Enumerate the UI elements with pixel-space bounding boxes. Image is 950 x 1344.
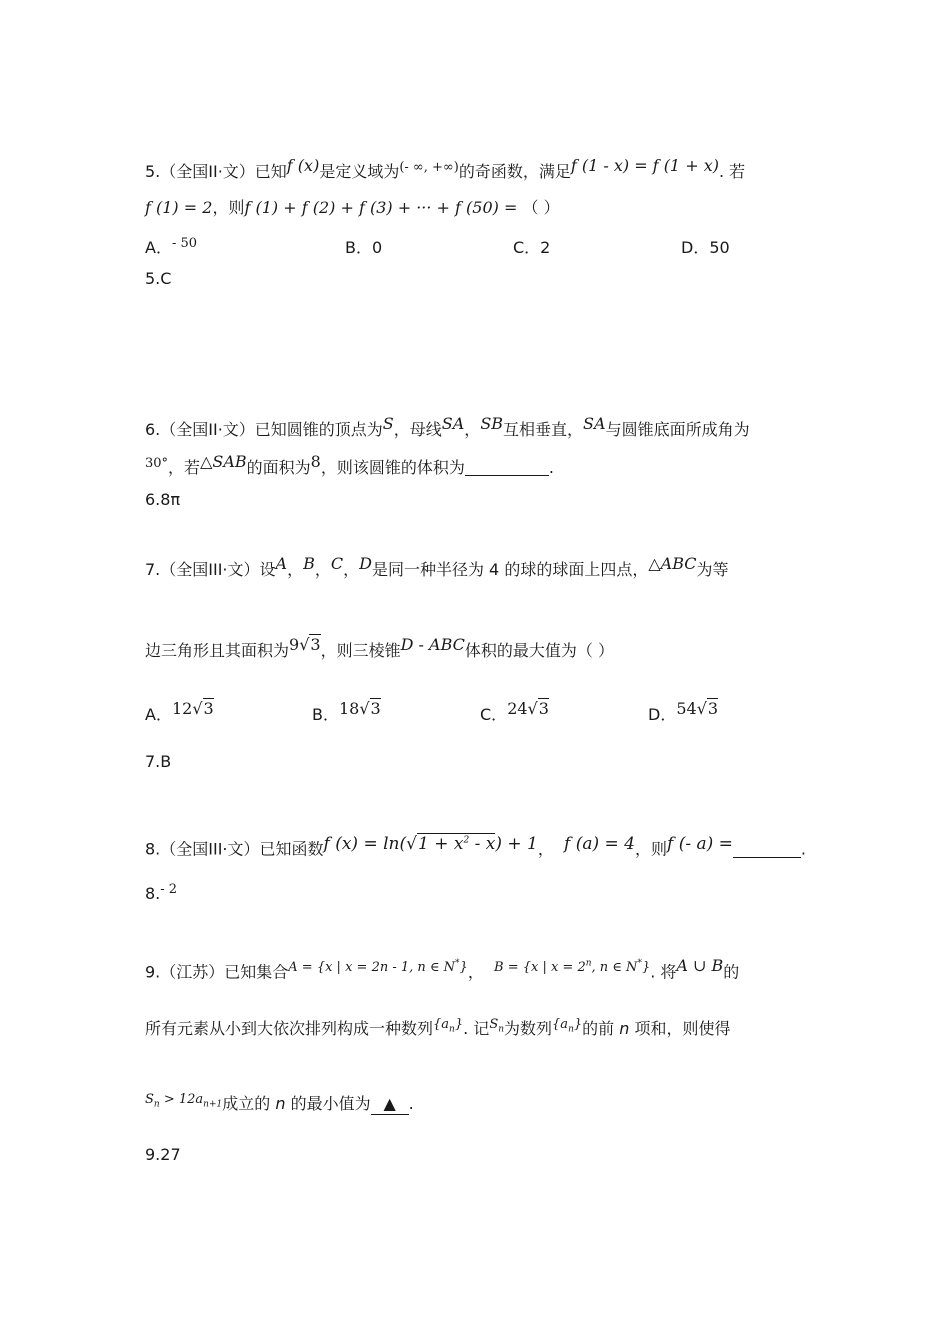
q9-set-b-text: B = {x | x = 2 [494,960,586,976]
q7-t2: 为等 [696,560,729,579]
q6-angle: 30° [145,456,169,471]
q7-option-c-rad: 3 [538,699,549,718]
q7-option-c-value: 24√3 [507,699,549,718]
q9-line3 [145,1094,414,1121]
q8-inner-1: 1 + x [417,833,464,854]
q5-mid1: 是定义域为 [319,162,400,181]
q7-option-a-coef: 12 [171,699,193,718]
q9-ineq-pre: > 12a [159,1092,204,1107]
q6-sa: SA [441,414,465,433]
q6-line2 [145,452,554,480]
q5-option-b: B．0 [345,238,383,257]
q9-answer: 9.27 [145,1145,181,1164]
q7-line2 [145,635,614,661]
q9-line2 [145,1019,731,1046]
q5-line2 [145,198,560,218]
q5-line1 [145,156,746,184]
q7-line1 [145,554,729,580]
q9-ineq-sub: n+1 [203,1099,223,1110]
q6-eight: 8 [310,452,321,471]
q6-s: S [382,414,394,433]
q8-answer [145,884,177,906]
q7-option-b [312,699,381,725]
q5-option-a-value: - 50 [171,236,198,251]
q6-t2: ， [464,420,481,439]
q6-answer-blank [465,459,549,476]
q9-answer-blank [371,1094,409,1115]
q7-option-a-label: A． [145,705,172,724]
q9-ineq-s-sub: n [153,1099,160,1110]
q9-l2-t2: . 记 [463,1019,490,1038]
q8-end: . [800,839,806,859]
q5-answer: 5.C [145,269,172,288]
q6-t1: ，母线 [393,420,442,439]
q5-domain: (- ∞, +∞) [399,160,459,175]
q6-sb: SB [480,414,504,433]
q9-set-a-star: * [455,959,460,969]
q8-answer-blank [733,841,801,858]
q8-line1 [145,833,806,860]
q9-l2-n: n [619,1019,630,1038]
q7-prefix: 7.（全国III·文）设 [145,560,276,579]
q9-l3-n: n [275,1094,286,1113]
q9-set-b-star: * [637,959,642,969]
q7-l2-t2: ，则三棱锥 [320,641,401,660]
q6-t7: ，则该圆锥的体积为 [320,458,465,477]
q5-option-a [145,235,197,258]
q9-l2-t1: 所有元素从小到大依次排列构成一种数列 [145,1019,434,1038]
q7-c: C [330,554,344,573]
q9-l2-t5: 项和，则使得 [634,1019,731,1038]
q7-option-a-rad: 3 [203,699,214,718]
q8-function: f $(x) = \ln(√1 + x^2 - x) + 1$ [323,833,538,854]
q9-inequality [145,1092,223,1110]
q7-triangle: △ABC [648,554,697,573]
q7-option-d-value: 54√3 [676,699,719,718]
q7-l2-t1: 边三角形且其面积为 [145,641,290,660]
q7-option-a-value: 12√3 [171,699,214,718]
q9-set-b-close: } [641,960,651,976]
q5-paren: （ ） [522,198,560,217]
q7-area: 9√3 [289,635,321,654]
q6-line1 [145,414,750,440]
q9-an-open: {a [433,1017,450,1032]
q9-an-sub: n [449,1024,455,1035]
q9-triangle: ▲ [383,1094,396,1113]
q6-prefix: 6.（全国II·文）已知圆锥的顶点为 [145,420,383,439]
q6-t4: 与圆锥底面所成角为 [605,420,750,439]
q7-area-rad: 3 [310,635,321,654]
q8-radicand [417,833,495,854]
q9-t2: 的 [723,962,740,982]
q9-l3-t1: 成立的 [222,1094,271,1113]
q9-set-a-close: } [459,960,468,976]
q6-answer: 6.8π [145,490,181,509]
q7-area-coef: 9 [289,635,300,654]
q7-option-d [648,699,719,725]
q7-option-b-rad: 3 [370,699,381,718]
q7-sep1: ， [287,560,304,579]
q7-option-c [480,699,549,725]
q9-t1: . 将 [650,962,677,982]
q9-an-close: } [454,1017,464,1032]
q9-sep: ， [467,962,484,982]
q9-l2-t4: 的前 [582,1019,615,1038]
q9-set-b-exp: n [585,959,592,969]
q7-option-a [145,699,214,725]
q9-set-b-text2: , n ∈ N [591,960,638,976]
q7-l2-t3: 体积的最大值为（ ） [464,641,614,660]
q5-prefix: 5.（全国II·文）已知 [145,162,287,181]
q9-an2-open: {a [552,1017,569,1032]
q5-f1: f (1) = 2 [145,198,213,217]
q8-answer-value: - 2 [160,882,178,897]
q8-inner-2: - x [469,833,496,854]
q5-fx: f (x) [286,156,320,175]
q5-mid2: 的奇函数，满足 [458,162,571,181]
q9-prefix: 9.（江苏）已知集合 [145,962,289,982]
q6-t5: ，若 [168,458,201,477]
q8-f-lhs: f (x) = ln( [323,833,407,854]
q6-triangle: △SAB [200,452,247,471]
q5-option-c: C．2 [513,238,551,257]
q8-prefix: 8.（全国III·文）已知函数 [145,839,324,859]
q5-option-d: D．50 [681,238,730,257]
q5-option-a-label: A． [145,238,172,257]
q9-ineq-s: S [145,1092,154,1107]
q7-d: D [359,554,372,573]
q9-an2-close: } [573,1017,583,1032]
q8-answer-prefix: 8. [145,884,161,903]
q7-sep2: ， [314,560,331,579]
q9-an2-sub: n [568,1024,574,1035]
q7-option-c-label: C． [480,705,508,724]
q7-pyramid: D - ABC [400,635,465,654]
q7-b: B [303,554,315,573]
q6-sa2: SA [583,414,606,433]
q8-exp2: 2 [463,835,470,845]
q8-f-rhs: ) + 1 [495,833,538,854]
q9-sn [489,1017,505,1035]
q9-set-b [494,960,650,975]
q7-option-b-label: B． [312,705,339,724]
q8-sep: ， [537,839,554,859]
q9-set-a-text: A = {x | x = 2n - 1, n ∈ N [288,960,456,976]
q7-t1: 是同一种半径为 4 的球的球面上四点， [371,560,649,579]
q6-t8: . [548,458,554,477]
q5-sum: f (1) + f (2) + f (3) + ··· + f (50) = [244,198,518,217]
q7-option-d-rad: 3 [707,699,719,718]
q9-union: A ∪ B [676,956,724,976]
q9-l2-t3: 为数列 [504,1019,553,1038]
q9-set-a [288,960,468,975]
q9-seq-an [433,1017,464,1035]
q9-s-sub: n [498,1024,505,1035]
q5-then: ，则 [212,198,245,217]
q5-end: . 若 [718,162,746,181]
q9-s: S [489,1017,499,1032]
q7-answer: 7.B [145,752,172,771]
q7-option-b-value: 18√3 [338,699,381,718]
q7-option-c-coef: 24 [507,699,528,718]
q6-t6: 的面积为 [246,458,311,477]
q9-l3-t2: 的最小值为 [290,1094,371,1113]
q9-line1 [145,956,740,984]
q7-option-d-coef: 54 [676,699,697,718]
q7-a: A [275,554,288,573]
q7-sep3: ， [343,560,360,579]
q6-t3: 互相垂直， [503,420,584,439]
q7-option-d-label: D． [648,705,677,724]
q8-fa: f (a) = 4 [564,833,635,854]
q8-then: ，则 [634,839,667,859]
q7-option-b-coef: 18 [338,699,360,718]
q8-fna: f (- a) = [667,833,733,854]
q5-equation: f (1 - x) = f (1 + x) [570,156,719,175]
q9-seq-an-2 [552,1017,583,1035]
q9-l3-end: . [408,1094,414,1113]
